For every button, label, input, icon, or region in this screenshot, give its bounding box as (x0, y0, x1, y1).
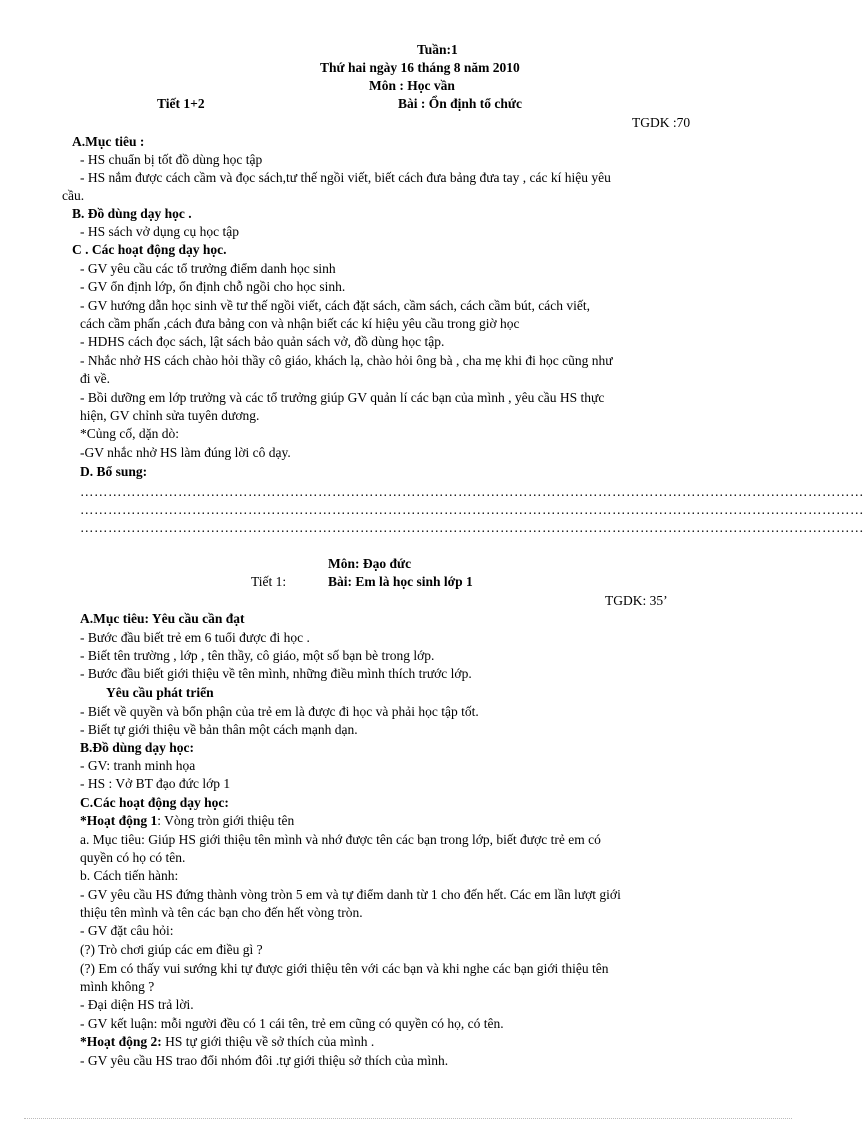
period-label: Tiết 1+2 (157, 96, 205, 111)
text-line: -GV nhắc nhở HS làm đúng lời cô dạy. (80, 445, 291, 460)
text-line: - Đại diện HS trả lời. (80, 997, 194, 1012)
activity-label: *Hoạt động 2: (80, 1034, 162, 1049)
text-line: - Bước đầu biết giới thiệu về tên mình, những điều mình thích trước lớp. (80, 666, 472, 681)
text-line: cách cầm phấn ,cách đưa bảng con và nhận biết các kí hiệu yêu cầu trong giờ học (80, 316, 520, 331)
text-line: (?) Em có thấy vui sướng khi tự được giới thiệu tên với các bạn và khi nghe các bạn giới thiệu tên (80, 961, 609, 976)
section-heading: Yêu cầu phát triển (106, 685, 214, 700)
text-line: - GV yêu cầu HS trao đổi nhóm đôi .tự giới thiệu sở thích của mình. (80, 1053, 449, 1068)
text-line: - GV yêu cầu các tổ trưởng điểm danh học sinh (80, 261, 336, 276)
section-heading: B. Đồ dùng dạy học . (72, 206, 192, 221)
subject-title: Môn : Học vần (369, 78, 455, 93)
text-line: quyền có họ có tên. (80, 850, 186, 865)
week-label: Tuần:1 (417, 42, 458, 57)
text-line: - HDHS cách đọc sách, lật sách bảo quản sách vở, đồ dùng học tập. (80, 334, 445, 349)
text-line: - HS chuẩn bị tốt đồ dùng học tập (80, 152, 263, 167)
date-line: Thứ hai ngày 16 tháng 8 năm 2010 (320, 60, 520, 75)
dotted-line: …………………………………………………………………………………………………………………………………………………… (80, 520, 864, 535)
activity-line (80, 1033, 374, 1051)
activity-text: : Vòng tròn giới thiệu tên (157, 813, 295, 828)
section-heading: B.Đồ dùng dạy học: (80, 740, 195, 755)
text-line: - Bồi dưỡng em lớp trưởng và các tổ trưởng giúp GV quản lí các bạn của mình , yêu cầu HS thực (80, 390, 605, 405)
tgdk-label: TGDK :70 (632, 115, 691, 130)
text-line: - Nhắc nhở HS cách chào hỏi thầy cô giáo, khách lạ, chào hỏi ông bà , cha mẹ khi đi học cũng như (80, 353, 613, 368)
dotted-line: …………………………………………………………………………………………………………………………………………………… (80, 484, 864, 499)
section-heading: A.Mục tiêu: Yêu cầu cần đạt (80, 611, 245, 626)
tgdk-label: TGDK: 35’ (605, 593, 668, 608)
lesson-title: Bài: Em là học sinh lớp 1 (328, 574, 473, 589)
section-heading: A.Mục tiêu : (72, 134, 145, 149)
text-line: b. Cách tiến hành: (80, 868, 179, 883)
text-line: hiện, GV chỉnh sửa tuyên dương. (80, 408, 260, 423)
text-line: - GV yêu cầu HS đứng thành vòng tròn 5 em và tự điểm danh từ 1 cho đến hết. Các em lần lượt giới (80, 887, 621, 902)
text-line: - GV hướng dẫn học sinh về tư thế ngồi viết, cách đặt sách, cầm sách, cách cầm bút, cách viết, (80, 298, 590, 313)
text-line: đi về. (80, 371, 110, 386)
text-line: - GV đặt câu hỏi: (80, 923, 174, 938)
text-line: - Bước đầu biết trẻ em 6 tuổi được đi học . (80, 630, 310, 645)
page-bottom-rule (24, 1118, 792, 1119)
text-line: mình không ? (80, 979, 155, 994)
lesson-title: Bài : Ổn định tổ chức (398, 96, 522, 111)
text-line: - GV kết luận: mỗi người đều có 1 cái tên, trẻ em cũng có quyền có họ, có tên. (80, 1016, 504, 1031)
activity-label: *Hoạt động 1 (80, 813, 158, 828)
activity-line (80, 812, 294, 830)
text-line: thiệu tên mình và tên các bạn cho đến hết vòng tròn. (80, 905, 363, 920)
section-heading: C.Các hoạt động dạy học: (80, 795, 229, 810)
section-heading: C . Các hoạt động dạy học. (72, 242, 227, 257)
text-line: a. Mục tiêu: Giúp HS giới thiệu tên mình và nhớ được tên các bạn trong lớp, biết được trẻ em có (80, 832, 601, 847)
text-line: - Biết về quyền và bổn phận của trẻ em là được đi học và phải học tập tốt. (80, 704, 479, 719)
text-line: - GV ổn định lớp, ổn định chỗ ngồi cho học sinh. (80, 279, 346, 294)
text-line: - HS : Vở BT đạo đức lớp 1 (80, 776, 231, 791)
text-line: (?) Trò chơi giúp các em điều gì ? (80, 942, 263, 957)
dotted-line: …………………………………………………………………………………………………………………………………………………… (80, 502, 864, 517)
activity-text: HS tự giới thiệu về sở thích của mình . (161, 1034, 375, 1049)
period-label: Tiết 1: (251, 574, 287, 589)
subject-title: Môn: Đạo đức (328, 556, 412, 571)
text-line: - GV: tranh minh họa (80, 758, 196, 773)
text-line: - Biết tên trường , lớp , tên thầy, cô giáo, một số bạn bè trong lớp. (80, 648, 435, 663)
text-line: - HS sách vở dụng cụ học tập (80, 224, 239, 239)
text-line: *Củng cố, dặn dò: (80, 426, 179, 441)
text-line: cầu. (62, 188, 85, 203)
text-line: - HS nắm được cách cầm và đọc sách,tư thế ngồi viết, biết cách đưa bảng đưa tay , các kí hiệu yêu (80, 170, 611, 185)
section-heading: D. Bổ sung: (80, 464, 148, 479)
text-line: - Biết tự giới thiệu về bản thân một cách mạnh dạn. (80, 722, 358, 737)
